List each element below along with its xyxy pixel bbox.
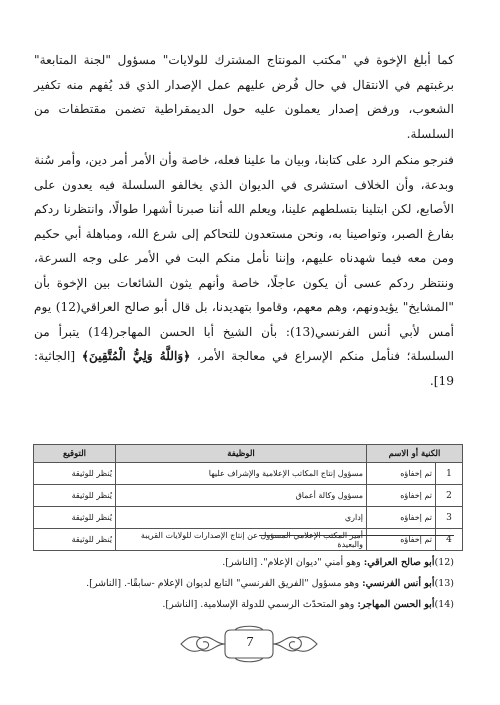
footnote-name: أبو أنس الفرنسي: (362, 578, 435, 589)
row-signature: يُنظر للوثيقة (34, 463, 116, 485)
paragraph-2-text: فنرجو منكم الرد على كتابنا، وبيان ما علينا فعله، خاصة وأن الأمر أمر دين، وأمر سُنة وبدعة، وأن الخلاف استشرى في الديوان الذي يخالفو السلسلة فيه يعدون على الأصابع، لكن ابتلينا بتسلطهم علينا، ويعلم الله أننا صبرنا أشهرا طوالًا، وانتظرنا ردكم بفارغ الصبر، وتواصينا به، ونحن مستعدون للتحاكم إلى شرع الله، ومباهلة أبي حكيم ومن معه فيما شهدناه عليهم، وإننا نأمل منكم البت في الأمر على وجه السرعة، وننتظر ردكم عسى أن يكون عاجلًا، خاصة وأنهم يثون الشائعات بين الإخوة بأن "المشايخ" يؤيدونهم، وهم معهم، وقاموا بتهديدنا، بل قال أبو صالح العراقي(12) يوم أمس لأبي أنس الفرنسي(13): بأن الشيخ أبا الحسن المهاجر(14) يتبرأ من السلسلة؛ فنأمل منكم الإسراع في معالجة الأمر، (34, 153, 455, 363)
row-signature: يُنظر للوثيقة (34, 507, 116, 529)
row-role: مسؤول وكالة أعماق (116, 485, 367, 507)
page-number: 7 (246, 635, 254, 650)
footnote-text: وهو المتحدّث الرسمي للدولة الإسلامية. [الناشر]. (162, 599, 358, 610)
table-row (34, 485, 463, 507)
header-role: الوظيفة (116, 445, 367, 463)
footnote-number: (14) (434, 599, 454, 610)
row-number: 3 (436, 507, 463, 529)
footnote-text: وهو أمني "ديوان الإعلام". [الناشر]. (222, 557, 364, 568)
table-row (34, 529, 463, 551)
footnote-12 (34, 555, 454, 570)
row-name: تم إخفاؤه (367, 463, 436, 485)
footnote-number: (12) (434, 557, 454, 568)
row-signature: يُنظر للوثيقة (34, 485, 116, 507)
header-name: الكنية أو الاسم (367, 445, 463, 463)
row-role: إداري (116, 507, 367, 529)
row-name: تم إخفاؤه (367, 507, 436, 529)
table-row (34, 463, 463, 485)
table-row (34, 507, 463, 529)
table-header-row (34, 445, 463, 463)
quran-verse: ﴿وَاللَّهُ وَلِيُّ الْمُتَّقِينَ﴾ (81, 349, 191, 363)
row-name: تم إخفاؤه (367, 485, 436, 507)
paragraph-1: كما أبلغ الإخوة في "مكتب المونتاج المشترك للولايات" مسؤول "لجنة المتابعة" برغبتهم في الانتقال في حال فُرض عليهم عمل الإصدار الذي قد يُفهم منه تكفير الشعوب، ورفض إصدار يعملون عليه حول الديمقراطية تضمن مقتطفات من السلسلة. (34, 53, 454, 141)
footnote-13 (34, 576, 454, 591)
row-number: 1 (436, 463, 463, 485)
footnote-name: أبو الحسن المهاجر: (357, 599, 435, 610)
row-role: مسؤول إنتاج المكاتب الإعلامية والإشراف عليها (116, 463, 367, 485)
footnote-number: (13) (434, 578, 454, 589)
footnote-divider (259, 535, 454, 536)
row-number: 4 (436, 529, 463, 551)
footnote-text: وهو مسؤول "الفريق الفرنسي" التابع لديوان الإعلام -سابقًا-. [الناشر]. (86, 578, 363, 589)
header-signature: التوقيع (34, 445, 116, 463)
row-number: 2 (436, 485, 463, 507)
footnote-14 (34, 597, 454, 612)
paragraph-2 (34, 148, 454, 393)
row-name: تم إخفاؤه (367, 529, 436, 551)
footnote-name: أبو صالح العراقي: (363, 557, 435, 568)
verse-reference: [الجاثية: 19]. (34, 349, 454, 388)
row-role: أمير المكتب الإعلامي المسؤول عن إنتاج الإصدارات للولايات القريبة والبعيدة (116, 529, 367, 551)
row-signature: يُنظر للوثيقة (34, 529, 116, 551)
